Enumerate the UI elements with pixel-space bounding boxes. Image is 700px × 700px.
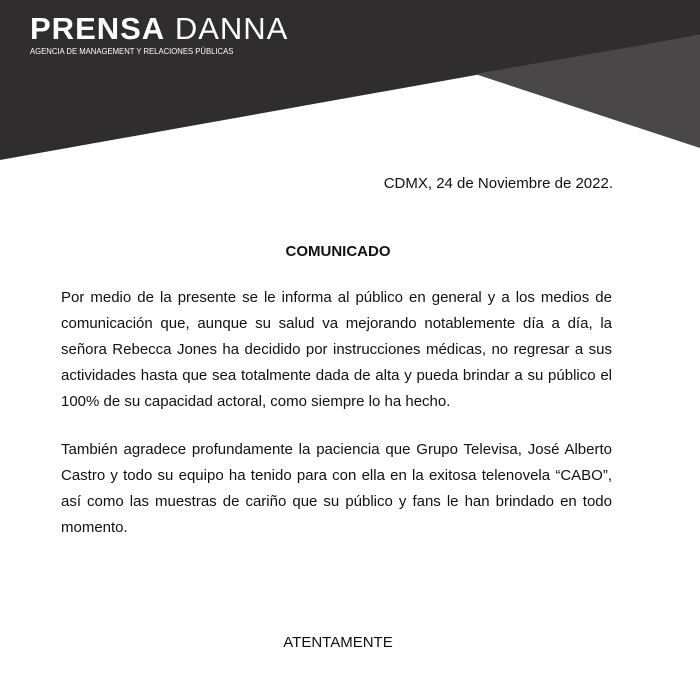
agency-logo [30,12,288,56]
letter-title: COMUNICADO [285,243,391,260]
letter-closing: ATENTAMENTE [283,634,393,651]
logo-title [30,12,288,46]
letter-paragraph-2: También agradece profundamente la paciencia que Grupo Televisa, José Alberto Castro y todo su equipo ha tenido para con ella en la exitosa telenovela “CABO”, así como las muestras de cariño que su público y fans le han brindado en todo momento. [61,441,612,536]
letter-paragraph-1: Por medio de la presente se le informa al público en general y a los medios de comunicación que, aunque su salud va mejorando notablemente día a día, la señora Rebecca Jones ha decidido por instrucciones médicas, no regresar a sus actividades hasta que sea totalmente dada de alta y pueda brindar a su público el 100% de su capacidad actoral, como siempre lo ha hecho. [61,289,612,410]
logo-brand-light: DANNA [174,11,289,46]
logo-brand-bold: PRENSA [30,11,166,46]
letter-date: CDMX, 24 de Noviembre de 2022. [383,175,613,192]
logo-tagline: AGENCIA DE MANAGEMENT Y RELACIONES PÚBLICAS [30,46,234,56]
